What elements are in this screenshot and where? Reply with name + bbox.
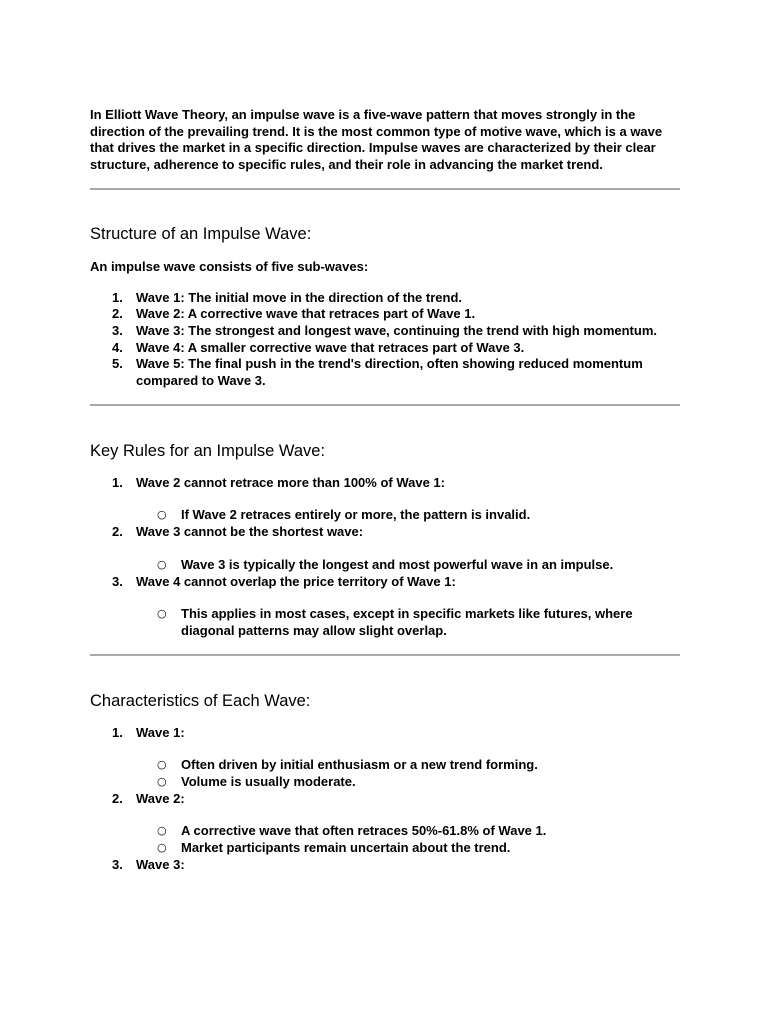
list-item: 5. Wave 5: The final push in the trend's direction, often showing reduced momentum compared to Wave 3. [112, 356, 643, 389]
intro-paragraph: In Elliott Wave Theory, an impulse wave is a five-wave pattern that moves strongly in the direction of the prevailing trend. It is the most common type of motive wave, which is a wave that drives the market in a specific direction. Impulse waves are characterized by their clear structure, adherence to specific rules, and their role in advancing the market trend. [90, 107, 663, 173]
section-divider [90, 654, 680, 656]
sub-list [136, 606, 680, 639]
circle-bullet-icon: ○ [157, 557, 167, 571]
list-item: 4. Wave 4: A smaller corrective wave that retraces part of Wave 3. [112, 339, 525, 355]
list-item: 2. Wave 2: ○ A corrective wave that often retraces 50%-61.8% of Wave 1. ○ Market participants remain uncertain about the trend. [90, 791, 680, 857]
list-item: 1. Wave 2 cannot retrace more than 100% of Wave 1: ○ If Wave 2 retraces entirely or more, the pattern is invalid. [90, 475, 680, 524]
circle-bullet-icon: ○ [157, 607, 167, 621]
list-item: 1. Wave 1: ○ Often driven by initial enthusiasm or a new trend forming. ○ Volume is usually moderate. [90, 725, 680, 791]
structure-list [90, 290, 680, 390]
list-item: 2. Wave 3 cannot be the shortest wave: ○ Wave 3 is typically the longest and most powerful wave in an impulse. [90, 524, 680, 573]
circle-bullet-icon: ○ [157, 841, 167, 855]
document-page [90, 107, 680, 874]
structure-lead: An impulse wave consists of five sub-waves: [90, 258, 369, 274]
sub-list [136, 557, 680, 574]
list-item: 3. Wave 3: [112, 856, 185, 872]
sub-list-item: ○ This applies in most cases, except in specific markets like futures, where diagonal patterns may allow slight overlap. [157, 606, 633, 638]
sub-list [136, 757, 680, 790]
section-heading-rules: Key Rules for an Impulse Wave: [90, 441, 326, 460]
sub-list-item: ○ Market participants remain uncertain about the trend. [157, 840, 511, 856]
list-item: 3. Wave 3: The strongest and longest wave, continuing the trend with high momentum. [112, 322, 657, 338]
sub-list-item: ○ Volume is usually moderate. [157, 774, 356, 790]
characteristics-list [90, 725, 680, 874]
list-item: 2. Wave 2: A corrective wave that retraces part of Wave 1. [112, 306, 476, 322]
sub-list-item: ○ A corrective wave that often retraces 50%-61.8% of Wave 1. [157, 823, 547, 839]
circle-bullet-icon: ○ [157, 775, 167, 789]
circle-bullet-icon: ○ [157, 758, 167, 772]
list-item: 3. Wave 4 cannot overlap the price territory of Wave 1: ○ This applies in most cases, except in specific markets like futures, where diagonal patterns may allow slight overlap. [90, 574, 680, 640]
circle-bullet-icon: ○ [157, 824, 167, 838]
sub-list [136, 823, 680, 856]
section-divider [90, 404, 680, 406]
sub-list-item: ○ If Wave 2 retraces entirely or more, the pattern is invalid. [157, 507, 531, 523]
section-heading-characteristics: Characteristics of Each Wave: [90, 691, 311, 710]
section-divider [90, 188, 680, 190]
section-heading-structure: Structure of an Impulse Wave: [90, 224, 312, 243]
list-item: 1. Wave 1: The initial move in the direction of the trend. [112, 289, 463, 305]
circle-bullet-icon: ○ [157, 508, 167, 522]
sub-list-item: ○ Often driven by initial enthusiasm or a new trend forming. [157, 757, 538, 773]
sub-list [136, 507, 680, 524]
rules-list [90, 475, 680, 640]
sub-list-item: ○ Wave 3 is typically the longest and most powerful wave in an impulse. [157, 556, 614, 572]
